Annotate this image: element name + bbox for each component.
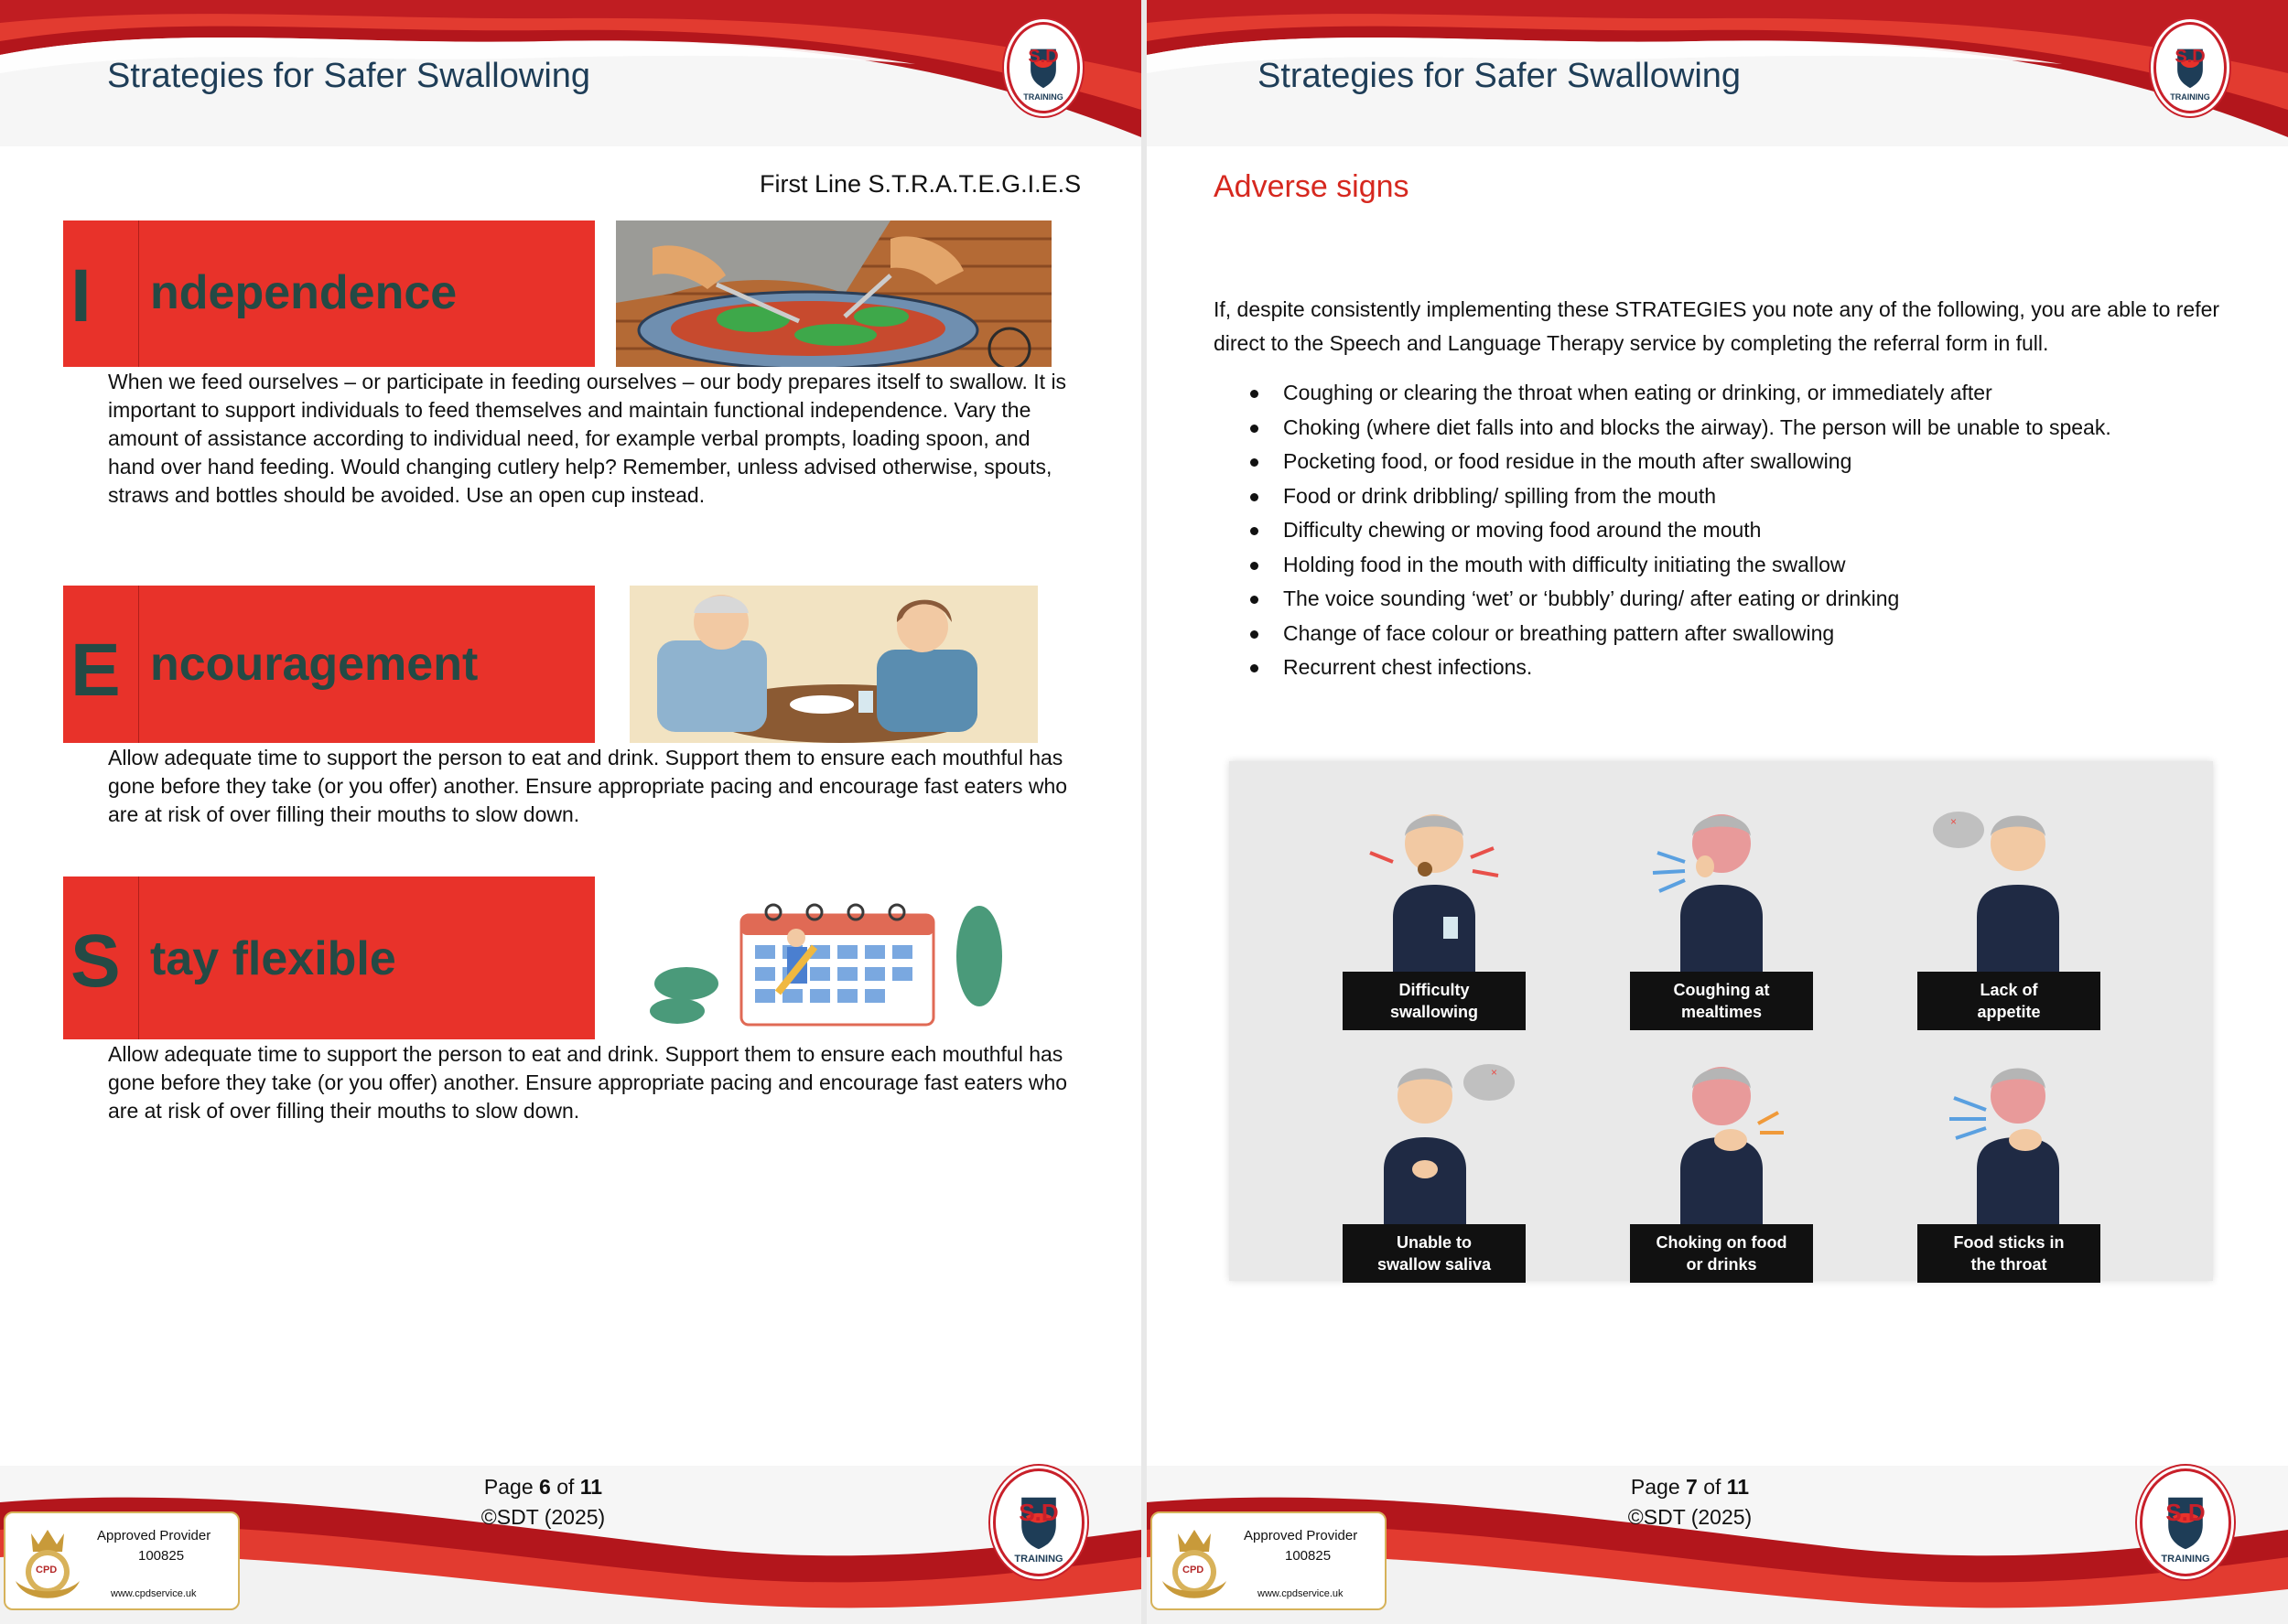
current-page: 7 — [1686, 1475, 1698, 1499]
section-letter: I — [70, 254, 92, 338]
section-title: tay flexible — [150, 932, 396, 985]
page-number: Page 7 of 11 — [1630, 1475, 1750, 1499]
list-item: Recurrent chest infections. — [1214, 651, 2248, 685]
crown-icon — [1158, 1517, 1231, 1608]
cpd-badge: CPD Approved Provider 100825 www.cpdservice.uk — [1150, 1511, 1387, 1610]
symptom-tile-coughing — [1630, 789, 1813, 1031]
caption: Unable to swallow saliva — [1343, 1224, 1526, 1283]
calendar-image — [650, 883, 1016, 1038]
section-body-independence: When we feed ourselves – or participate in feeding ourselves – our body prepares itself to swallow. It is important to support individuals to feed themselves and maintain functional independence. Vary the amount of assistance according to individual need, for example verbal prompts, loading spoon, and hand over hand feeding. Would changing cutlery help? Remember, unless advised otherwise, spouts, straws and bottles should be avoided. Use an open cup instead. — [108, 370, 1067, 507]
list-item: Holding food in the mouth with difficulty initiating the swallow — [1214, 548, 2248, 583]
header-title: Strategies for Safer Swallowing — [1257, 57, 1742, 95]
crown-icon — [11, 1517, 84, 1608]
list-item: Food or drink dribbling/ spilling from the mouth — [1214, 479, 2248, 514]
cpd-website: www.cpdservice.uk — [111, 1588, 197, 1599]
elderly-man-no-appetite-icon — [1917, 789, 2100, 972]
header-title: Strategies for Safer Swallowing — [107, 57, 591, 95]
logo-subtext: TRAINING — [1023, 92, 1063, 102]
elderly-man-coughing-icon — [1630, 789, 1813, 972]
sd-training-logo-footer: S.D TRAINING — [993, 1468, 1085, 1576]
section-banner-encouragement — [63, 586, 595, 743]
section-title: ncouragement — [150, 638, 479, 691]
copyright: ©SDT (2025) — [1627, 1505, 1753, 1529]
carer-encouragement-image — [630, 586, 1038, 743]
sd-training-logo: S.D TRAINING — [2153, 22, 2227, 113]
elderly-man-saliva-icon — [1343, 1041, 1526, 1224]
total-pages: 11 — [1726, 1475, 1750, 1499]
section-letter: S — [70, 920, 121, 1003]
caption: Coughing at mealtimes — [1630, 972, 1813, 1030]
symptom-tile-difficulty-swallowing — [1343, 789, 1526, 1031]
elderly-man-swallowing-icon — [1343, 789, 1526, 972]
section-letter: E — [70, 629, 121, 712]
symptom-tile-unable-swallow-saliva — [1343, 1041, 1526, 1284]
plate-food-icon — [616, 220, 1052, 367]
caption: Lack of appetite — [1917, 972, 2100, 1030]
document-page-6 — [0, 0, 1141, 1624]
carer-with-elderly-icon — [630, 586, 1038, 743]
cpd-badge: CPD Approved Provider 100825 www.cpdservice.uk — [4, 1511, 240, 1610]
svg-text:×: × — [1950, 815, 1958, 828]
elderly-man-choking-icon — [1630, 1041, 1813, 1224]
copyright: ©SDT (2025) — [480, 1505, 606, 1529]
page-number: Page 6 of 11 — [483, 1475, 603, 1499]
list-item: Pocketing food, or food residue in the mouth after swallowing — [1214, 445, 2248, 479]
list-item: Choking (where diet falls into and blocks the airway). The person will be unable to speak. — [1214, 411, 2248, 446]
section-banner-stay-flexible — [63, 877, 595, 1039]
symptom-tile-food-sticks — [1917, 1041, 2100, 1284]
logo-text: S.D — [1028, 47, 1059, 67]
symptom-tile-lack-of-appetite — [1917, 789, 2100, 1031]
list-item: Difficulty chewing or moving food around the mouth — [1214, 513, 2248, 548]
section-banner-independence — [63, 220, 595, 367]
sd-training-logo — [1007, 22, 1080, 113]
caption: Food sticks in the throat — [1917, 1224, 2100, 1283]
svg-text:×: × — [1491, 1066, 1498, 1079]
section-body-encouragement: Allow adequate time to support the person to eat and drink. Support them to ensure each mouthful has gone before they take (or you offer) another. Ensure appropriate pacing and encourage fast eaters who are at risk of over filling their mouths to slow down. — [108, 746, 1068, 826]
caption: Choking on food or drinks — [1630, 1224, 1813, 1283]
dysphagia-symptoms-illustration — [1229, 761, 2213, 1281]
caption: Difficulty swallowing — [1343, 972, 1526, 1030]
cpd-badge-text: CPD — [1182, 1565, 1204, 1576]
adverse-signs-heading: Adverse signs — [1214, 169, 1409, 204]
sd-training-logo-footer: S.D TRAINING — [2140, 1468, 2231, 1576]
calendar-icon — [650, 883, 1016, 1038]
list-item: Change of face colour or breathing pattern after swallowing — [1214, 617, 2248, 651]
cpd-badge-text: CPD — [36, 1565, 58, 1576]
adverse-signs-list — [1214, 376, 2248, 685]
current-page: 6 — [539, 1475, 551, 1499]
section-title: ndependence — [150, 266, 458, 319]
first-line-heading: First Line S.T.R.A.T.E.G.I.E.S — [760, 170, 1082, 198]
document-page-7 — [1147, 0, 2288, 1624]
cpd-website: www.cpdservice.uk — [1257, 1588, 1344, 1599]
total-pages: 11 — [579, 1475, 603, 1499]
adverse-signs-intro: If, despite consistently implementing these STRATEGIES you note any of the following, you are able to refer direct to the Speech and Language Therapy service by completing the referral form in full. — [1214, 297, 2220, 355]
elderly-man-food-sticks-icon — [1917, 1041, 2100, 1224]
list-item: Coughing or clearing the throat when eating or drinking, or immediately after — [1214, 376, 2248, 411]
feeding-image — [616, 220, 1052, 367]
symptom-tile-choking — [1630, 1041, 1813, 1284]
section-body-stay-flexible: Allow adequate time to support the person to eat and drink. Support them to ensure each mouthful has gone before they take (or you offer) another. Ensure appropriate pacing and encourage fast eaters who are at risk of over filling their mouths to slow down. — [108, 1042, 1068, 1123]
list-item: The voice sounding ‘wet’ or ‘bubbly’ during/ after eating or drinking — [1214, 582, 2248, 617]
